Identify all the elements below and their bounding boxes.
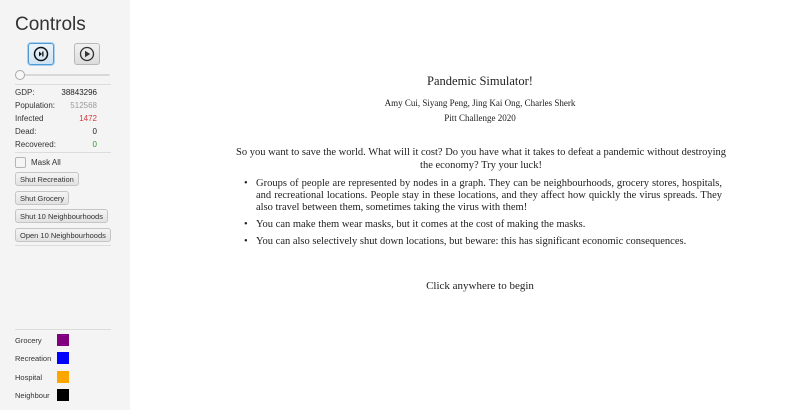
stat-population	[15, 101, 97, 110]
shut-grocery-button[interactable]: Shut Grocery	[15, 191, 69, 205]
stat-label: Recovered:	[15, 140, 56, 149]
list-item: • You can make them wear masks, but it comes at the cost of making the masks.	[244, 219, 722, 231]
slider-track	[17, 74, 110, 76]
legend-label: Grocery	[15, 335, 42, 345]
mask-all-checkbox-row[interactable]	[15, 157, 61, 168]
shut-10-neighbourhoods-button[interactable]: Shut 10 Neighbourhoods	[15, 209, 108, 223]
stat-gdp	[15, 88, 97, 97]
stat-value: 38843296	[61, 88, 97, 97]
stat-value: 0	[92, 127, 97, 136]
page-title: Pandemic Simulator!	[427, 74, 533, 88]
legend-item-grocery	[15, 334, 69, 346]
stat-value: 512568	[70, 101, 97, 110]
divider	[15, 245, 111, 246]
event-name: Pitt Challenge 2020	[444, 113, 516, 123]
stat-recovered	[15, 140, 97, 149]
mask-all-label: Mask All	[31, 158, 61, 167]
stat-infected	[15, 114, 97, 123]
play-icon	[79, 46, 95, 62]
simulation-canvas[interactable]	[130, 0, 806, 410]
list-item: • You can also selectively shut down locations, but beware: this has significant economic consequences.	[244, 236, 722, 248]
step-forward-icon	[33, 46, 49, 62]
legend-label: Neighbour	[15, 390, 50, 400]
open-10-neighbourhoods-button[interactable]: Open 10 Neighbourhoods	[15, 228, 111, 242]
stat-value: 1472	[79, 114, 97, 123]
stat-label: Dead:	[15, 127, 37, 136]
stat-dead	[15, 127, 97, 136]
legend-swatch	[57, 334, 69, 346]
legend-item-recreation	[15, 352, 69, 364]
divider	[15, 152, 111, 153]
stat-label: Infected	[15, 114, 44, 123]
mask-all-checkbox[interactable]	[15, 157, 26, 168]
legend-label: Recreation	[15, 353, 52, 363]
stat-label: Population:	[15, 101, 56, 110]
legend-item-neighbour	[15, 389, 69, 401]
instructions-list	[244, 178, 722, 253]
list-item: • Groups of people are represented by nodes in a graph. They can be neighbourhoods, grocery stores, hospitals, and recreational locations. People stay in these locations, and they affect how quickly the virus spreads. They also travel between them, sometimes taking the virus with them!	[244, 178, 722, 214]
slider-thumb[interactable]	[15, 70, 25, 80]
stat-label: GDP:	[15, 88, 35, 97]
start-prompt[interactable]: Click anywhere to begin	[426, 280, 534, 292]
stat-value: 0	[92, 140, 97, 149]
controls-sidebar	[0, 0, 130, 410]
step-button[interactable]	[28, 43, 54, 65]
legend-swatch	[57, 352, 69, 364]
controls-title: Controls	[15, 14, 86, 35]
shut-recreation-button[interactable]: Shut Recreation	[15, 172, 79, 186]
legend-label: Hospital	[15, 372, 43, 382]
divider	[15, 84, 111, 85]
speed-slider[interactable]	[15, 71, 110, 79]
legend-item-hospital	[15, 371, 69, 383]
divider	[15, 329, 111, 330]
intro-text: So you want to save the world. What will it cost? Do you have what it takes to defeat a pandemic without destroying the economy? Try your luck!	[236, 147, 726, 171]
legend-swatch	[57, 371, 69, 383]
play-button[interactable]	[74, 43, 100, 65]
legend-swatch	[57, 389, 69, 401]
authors: Amy Cui, Siyang Peng, Jing Kai Ong, Charles Sherk	[384, 98, 576, 108]
